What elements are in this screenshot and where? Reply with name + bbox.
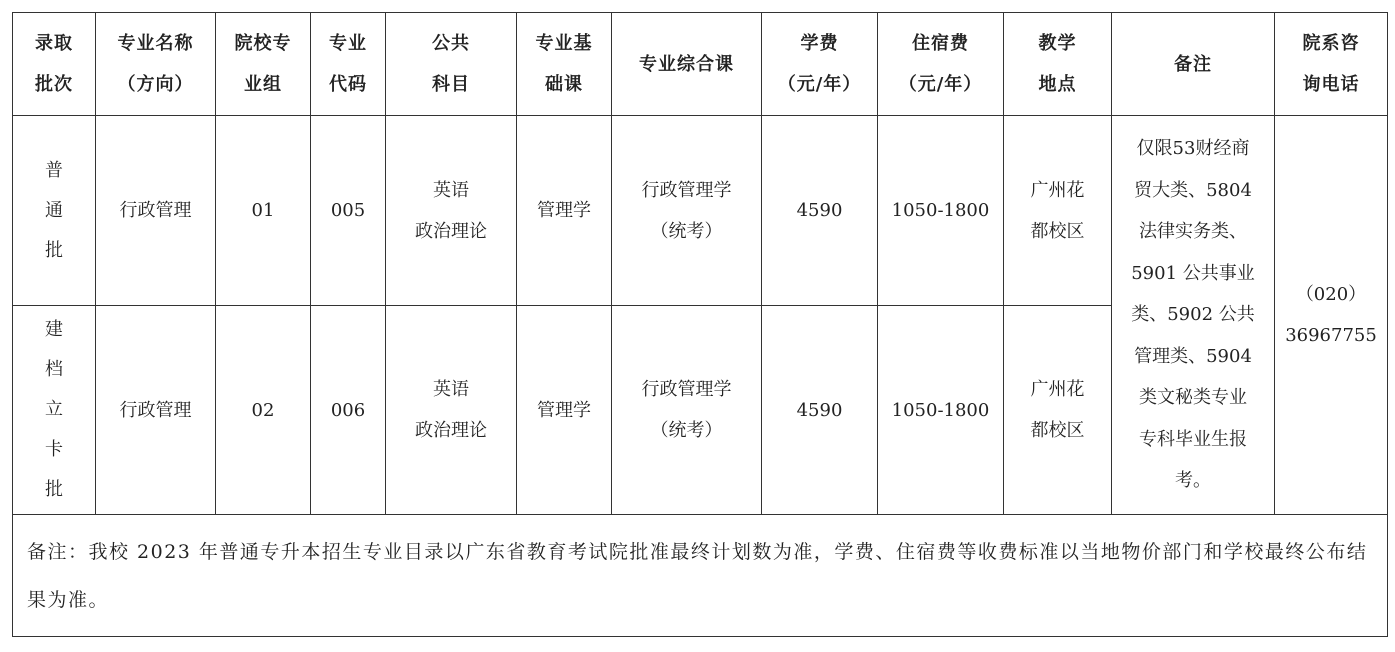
header-accommodation: 住宿费 （元/年）	[878, 13, 1004, 116]
header-code: 专业 代码	[311, 13, 386, 116]
public-subjects-cell: 英语 政治理论	[386, 116, 517, 306]
header-major: 专业名称 （方向）	[96, 13, 216, 116]
header-group: 院校专 业组	[216, 13, 311, 116]
accommodation-cell: 1050-1800	[878, 306, 1004, 515]
header-public-subjects: 公共 科目	[386, 13, 517, 116]
basic-course-cell: 管理学	[517, 306, 612, 515]
batch-cell: 普 通 批	[13, 116, 96, 306]
comprehensive-course-cell: 行政管理学 （统考）	[612, 306, 762, 515]
major-cell: 行政管理	[96, 306, 216, 515]
code-cell: 005	[311, 116, 386, 306]
admissions-table-container	[12, 12, 1388, 637]
public-subjects-cell: 英语 政治理论	[386, 306, 517, 515]
basic-course-cell: 管理学	[517, 116, 612, 306]
location-cell: 广州花 都校区	[1004, 116, 1112, 306]
group-cell: 01	[216, 116, 311, 306]
remark-cell: 仅限53财经商 贸大类、5804 法律实务类、 5901 公共事业 类、5902 公共 管理类、5904 类文秘类专业 专科毕业生报 考。	[1112, 116, 1275, 515]
header-row	[13, 13, 1388, 116]
header-comprehensive-course: 专业综合课	[612, 13, 762, 116]
batch-cell: 建 档 立 卡 批	[13, 306, 96, 515]
admissions-table	[12, 12, 1388, 637]
header-batch: 录取 批次	[13, 13, 96, 116]
header-tuition: 学费 （元/年）	[762, 13, 878, 116]
header-remark: 备注	[1112, 13, 1275, 116]
footnote-row	[13, 515, 1388, 637]
location-cell: 广州花 都校区	[1004, 306, 1112, 515]
header-location: 教学 地点	[1004, 13, 1112, 116]
tuition-cell: 4590	[762, 116, 878, 306]
accommodation-cell: 1050-1800	[878, 116, 1004, 306]
code-cell: 006	[311, 306, 386, 515]
phone-cell: （020） 36967755	[1275, 116, 1388, 515]
group-cell: 02	[216, 306, 311, 515]
table-row	[13, 116, 1388, 306]
major-cell: 行政管理	[96, 116, 216, 306]
comprehensive-course-cell: 行政管理学 （统考）	[612, 116, 762, 306]
footnote: 备注：我校 2023 年普通专升本招生专业目录以广东省教育考试院批准最终计划数为准，学费、住宿费等收费标准以当地物价部门和学校最终公布结果为准。	[13, 515, 1388, 637]
tuition-cell: 4590	[762, 306, 878, 515]
header-basic-course: 专业基 础课	[517, 13, 612, 116]
header-phone: 院系咨 询电话	[1275, 13, 1388, 116]
